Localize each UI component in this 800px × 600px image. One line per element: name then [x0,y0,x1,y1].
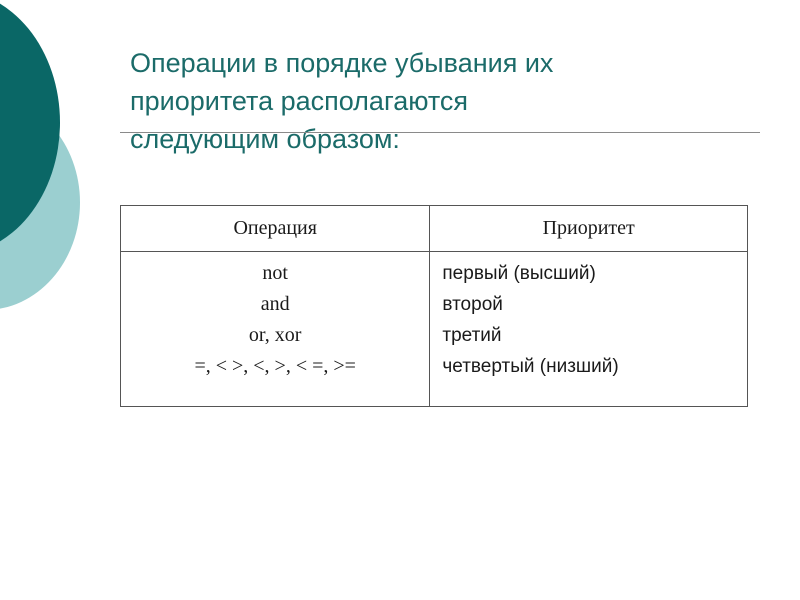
title-divider [120,132,760,133]
priority-item: третий [442,325,502,346]
priority-item: второй [442,294,503,315]
header-operation: Операция [121,206,430,252]
operations-cell [121,252,430,407]
operations-priority-table [120,205,748,407]
slide-title-line: приоритета располагаются [130,86,469,116]
table-row [121,252,748,407]
slide-title-line: следующим образом: [130,124,400,154]
slide-title [130,44,770,158]
header-priority: Приоритет [430,206,748,252]
priorities-cell [430,252,748,407]
operation-item: and [260,293,290,315]
priority-item: четвертый (низший) [442,356,619,377]
operation-item: or, xor [248,324,302,346]
operation-item: not [262,262,288,284]
slide-title-line: Операции в порядке убывания их [130,48,554,78]
table-header-row [121,206,748,252]
operation-item: =, < >, <, >, < =, >= [194,355,356,377]
priority-item: первый (высший) [442,263,596,284]
